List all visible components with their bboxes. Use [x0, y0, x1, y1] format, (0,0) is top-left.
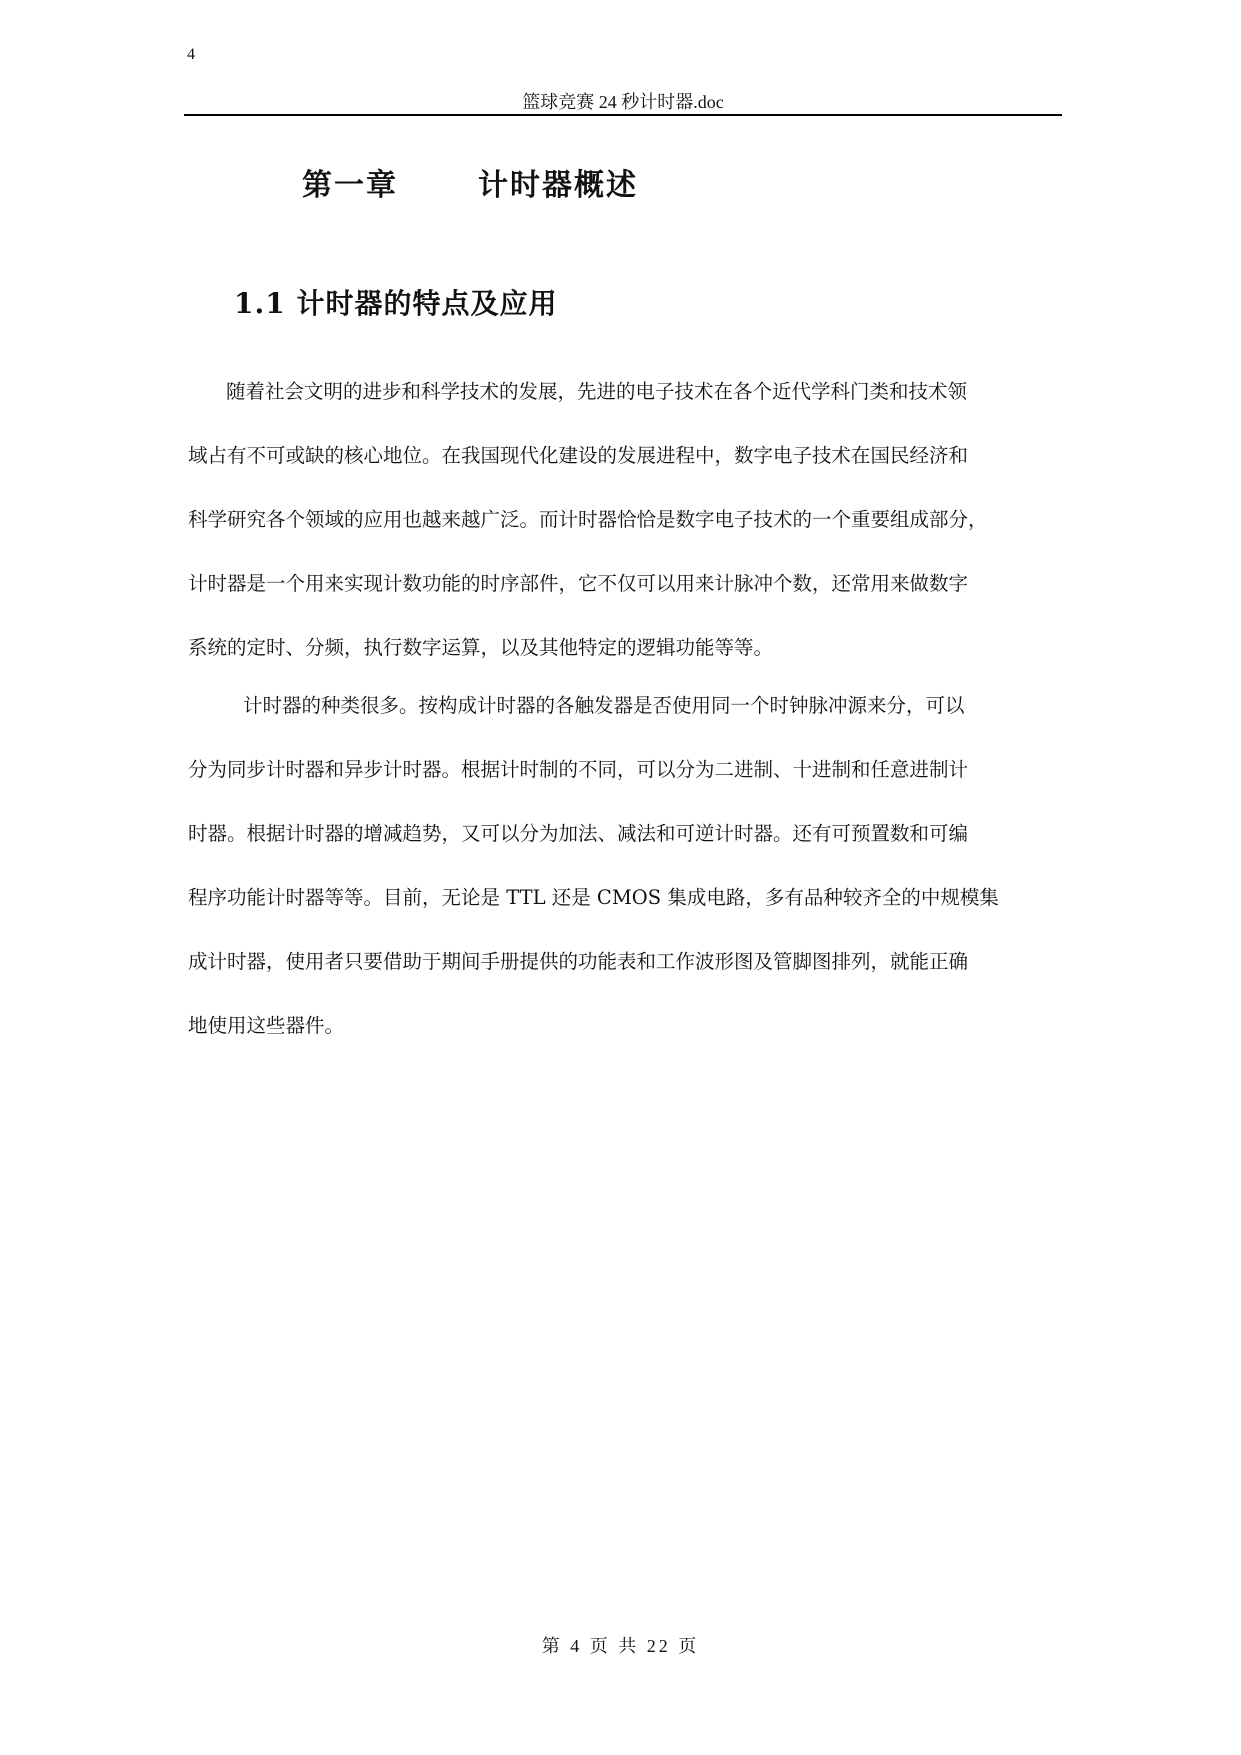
corner-page-number: 4 [187, 46, 195, 63]
paragraph-line: 计时器是一个用来实现计数功能的时序部件，它不仅可以用来计脉冲个数，还常用来做数字 [188, 572, 969, 595]
paragraph-line: 域占有不可或缺的核心地位。在我国现代化建设的发展进程中，数字电子技术在国民经济和 [188, 444, 969, 467]
paragraph-line: 地使用这些器件。 [188, 1014, 345, 1037]
page-footer: 第 4 页 共 22 页 [541, 1636, 700, 1656]
paragraph-line: 系统的定时、分频，执行数字运算，以及其他特定的逻辑功能等等。 [188, 636, 774, 659]
paragraph-line: 随着社会文明的进步和科学技术的发展，先进的电子技术在各个近代学科门类和技术领 [226, 380, 968, 403]
paragraph-line: 时器。根据计时器的增减趋势，又可以分为加法、减法和可逆计时器。还有可预置数和可编 [188, 822, 969, 845]
chapter-label: 第一章 [302, 168, 398, 203]
chapter-heading [302, 160, 638, 204]
paragraph-line: 计时器的种类很多。按构成计时器的各触发器是否使用同一个时钟脉冲源来分，可以 [243, 694, 965, 717]
header-divider [184, 114, 1062, 116]
paragraph-1 [188, 360, 1062, 680]
paragraph-line: 科学研究各个领域的应用也越来越广泛。而计时器恰恰是数字电子技术的一个重要组成部分， [188, 508, 988, 531]
document-header: 篮球竞赛 24 秒计时器.doc [522, 92, 724, 112]
paragraph-line: 分为同步计时器和异步计时器。根据计时制的不同，可以分为二进制、十进制和任意进制计 [188, 758, 969, 781]
paragraph-line: 成计时器，使用者只要借助于期间手册提供的功能表和工作波形图及管脚图排列，就能正确 [188, 950, 969, 973]
paragraph-line: 程序功能计时器等等。目前，无论是 TTL 还是 CMOS 集成电路，多有品种较齐全的中规模集 [188, 886, 999, 909]
paragraph-2 [188, 674, 1062, 1058]
chapter-title: 计时器概述 [478, 168, 638, 203]
section-heading: 1.1 计时器的特点及应用 [234, 287, 558, 320]
